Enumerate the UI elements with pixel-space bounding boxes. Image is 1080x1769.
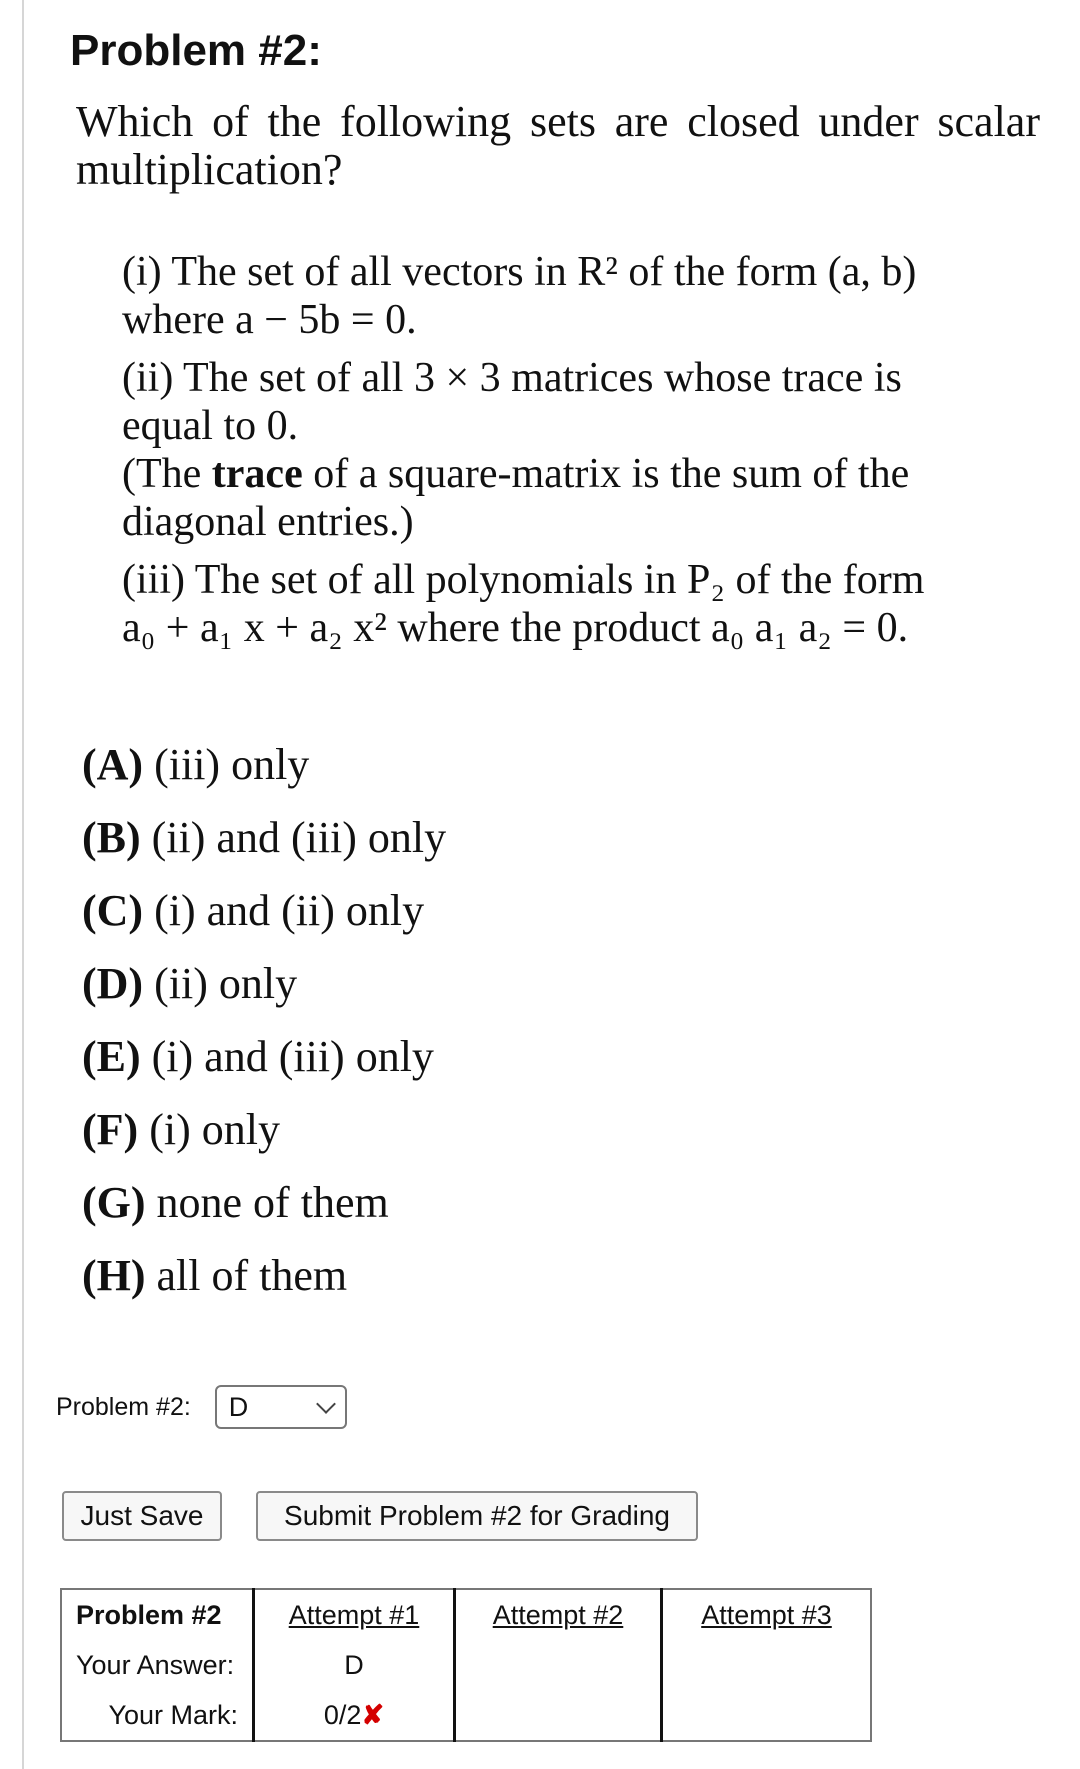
just-save-button[interactable]: Just Save [62,1491,222,1541]
question-parts [122,248,1034,662]
attempt-3-answer [662,1640,872,1690]
table-row [61,1690,871,1741]
question-text: Which of the following sets are closed under scalar multiplication? [76,97,1040,194]
attempt-2-answer [455,1640,662,1690]
choice-h: (H) all of them [82,1251,348,1300]
answer-label: Problem #2: [56,1392,191,1421]
answer-select-value: D [228,1391,249,1422]
part-ii-note: (The trace of a square-matrix is the sum of the [122,451,910,497]
attempt-3-mark [662,1690,872,1741]
part-iii-line1: (iii) The set of all polynomials in P₂ of the form [122,557,925,603]
choice-d: (D) (ii) only [82,959,298,1008]
mark-value: 0/2 [323,1699,362,1730]
answer-row [56,1385,347,1429]
incorrect-x-icon: ✘ [361,1699,385,1730]
choice-a: (A) (iii) only [82,740,310,789]
attempts-table [60,1588,872,1742]
table-row [61,1640,871,1690]
attempt-2-mark [455,1690,662,1741]
choice-f: (F) (i) only [82,1105,280,1154]
attempt-1-link[interactable]: Attempt #1 [288,1599,420,1630]
trace-term: trace [211,451,303,497]
choice-e: (E) (i) and (iii) only [82,1032,434,1081]
page-left-border [22,0,24,1769]
attempt-1-mark [254,1690,455,1741]
choice-b: (B) (ii) and (iii) only [82,813,447,862]
choice-c: (C) (i) and (ii) only [82,886,425,935]
part-i-line1: (i) The set of all vectors in R² of the form (a, b) [122,249,917,295]
answer-select[interactable] [215,1385,347,1429]
table-row [61,1589,871,1640]
choice-list [82,740,446,1324]
your-answer-label: Your Answer: [61,1640,254,1690]
choice-g: (G) none of them [82,1178,389,1227]
your-mark-label: Your Mark: [61,1690,254,1741]
problem-title: Problem #2: [70,26,322,75]
part-iii-line2: a₀ + a₁ x + a₂ x² where the product a₀ a₁ a₂ = 0. [122,605,909,651]
attempt-2-link[interactable]: Attempt #2 [492,1599,624,1630]
submit-grading-button[interactable]: Submit Problem #2 for Grading [256,1491,698,1541]
table-header-problem: Problem #2 [61,1589,254,1640]
chevron-down-icon [316,1394,336,1414]
attempt-3-link[interactable]: Attempt #3 [701,1599,832,1630]
part-ii-line1: (ii) The set of all 3 × 3 matrices whose trace is [122,355,902,401]
part-ii-note-line2: diagonal entries.) [122,499,414,545]
part-ii-line2: equal to 0. [122,403,299,449]
attempt-1-answer: D [254,1640,455,1690]
part-i-line2: where a − 5b = 0. [122,297,417,343]
